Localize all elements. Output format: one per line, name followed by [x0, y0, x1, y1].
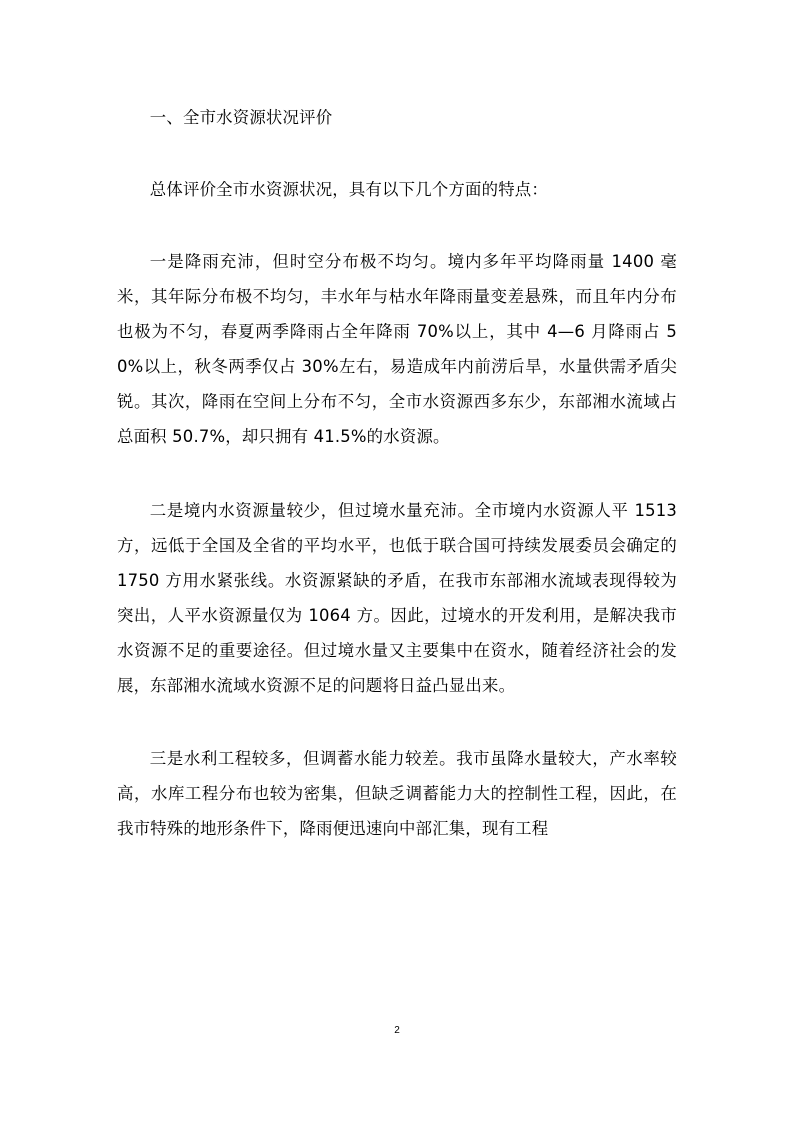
section-heading: 一、全市水资源状况评价: [149, 108, 333, 127]
page-number: 2: [394, 1025, 400, 1036]
paragraph-water-projects: 三是水利工程较多，但调蓄水能力较差。我市虽降水量较大，产水率较高，水库工程分布也较为密集，但缺乏调蓄能力大的控制性工程，因此，在我市特殊的地形条件下，降雨便迅速向中部汇集，现有工程: [117, 749, 677, 838]
document-body: [117, 100, 677, 846]
intro-paragraph: 总体评价全市水资源状况，具有以下几个方面的特点：: [149, 180, 548, 199]
paragraph-rainfall: 一是降雨充沛，但时空分布极不均匀。境内多年平均降雨量 1400 毫米，其年际分布极不均匀，丰水年与枯水年降雨量变差悬殊，而且年内分布也极为不匀，春夏两季降雨占全年降雨 70%以上，其中 4—6 月降雨占 50%以上，秋冬两季仅占 30%左右，易造成年内前涝后旱，水量供需矛盾尖锐。其次，降雨在空间上分布不匀，全市水资源西多东少，东部湘水流域占总面积 50.7%，却只拥有 41.5%的水资源。: [117, 252, 677, 446]
paragraph-water-resources: 二是境内水资源量较少，但过境水量充沛。全市境内水资源人平 1513 方，远低于全国及全省的平均水平，也低于联合国可持续发展委员会确定的 1750 方用水紧张线。水资源紧缺的矛盾，在我市东部湘水流域表现得较为突出，人平水资源量仅为 1064 方。因此，过境水的开发利用，是解决我市水资源不足的重要途径。但过境水量又主要集中在资水，随着经济社会的发展，东部湘水流域水资源不足的问题将日益凸显出来。: [117, 501, 677, 695]
